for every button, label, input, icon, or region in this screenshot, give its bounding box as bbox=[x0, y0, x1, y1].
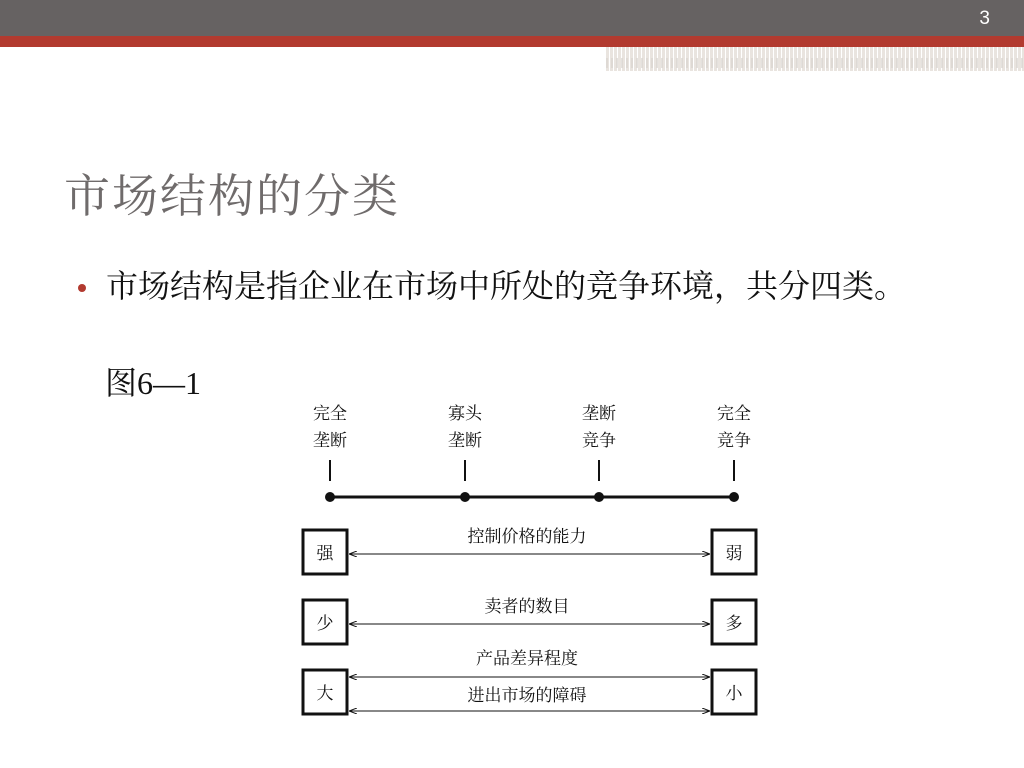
row1-arrow-label: 控制价格的能力 bbox=[467, 527, 587, 547]
slide-title: 市场结构的分类 bbox=[64, 169, 400, 223]
market-type-2-line2: 垄断 bbox=[448, 431, 482, 451]
axis-point-1 bbox=[325, 492, 335, 502]
bullet-dot-icon bbox=[78, 284, 86, 292]
market-type-3-line2: 竞争 bbox=[582, 431, 616, 451]
bullet-item bbox=[78, 262, 948, 310]
axis-point-2 bbox=[460, 492, 470, 502]
page-number: 3 bbox=[979, 8, 990, 29]
row1-right-label: 弱 bbox=[725, 544, 743, 564]
figure-label-prefix: 图 bbox=[105, 364, 138, 402]
row3-top-arrow-label: 产品差异程度 bbox=[476, 649, 578, 669]
market-type-4-line1: 完全 bbox=[717, 404, 751, 424]
figure-label-number: 6—1 bbox=[137, 365, 202, 401]
row2-right-label: 多 bbox=[725, 614, 743, 634]
header-dotted-decoration bbox=[606, 58, 1024, 68]
bullet-text: 市场结构是指企业在市场中所处的竞争环境，共分四类。 bbox=[106, 267, 907, 305]
market-type-2-line1: 寡头 bbox=[448, 404, 482, 424]
row1-left-label: 强 bbox=[316, 544, 334, 564]
axis-point-3 bbox=[594, 492, 604, 502]
row3-right-label: 小 bbox=[725, 684, 743, 704]
row3-left-label: 大 bbox=[316, 684, 334, 704]
market-type-4-line2: 竞争 bbox=[717, 431, 751, 451]
axis-point-4 bbox=[729, 492, 739, 502]
row3-bottom-arrow-label: 进出市场的障碍 bbox=[467, 686, 587, 706]
market-type-1-line1: 完全 bbox=[313, 404, 347, 424]
market-structure-diagram bbox=[272, 384, 792, 724]
market-type-3-line1: 垄断 bbox=[582, 404, 616, 424]
top-header-bar bbox=[0, 0, 1024, 36]
market-type-1-line2: 垄断 bbox=[313, 431, 347, 451]
figure-label bbox=[105, 358, 201, 404]
row2-left-label: 少 bbox=[316, 614, 334, 634]
row2-arrow-label: 卖者的数目 bbox=[484, 597, 570, 617]
